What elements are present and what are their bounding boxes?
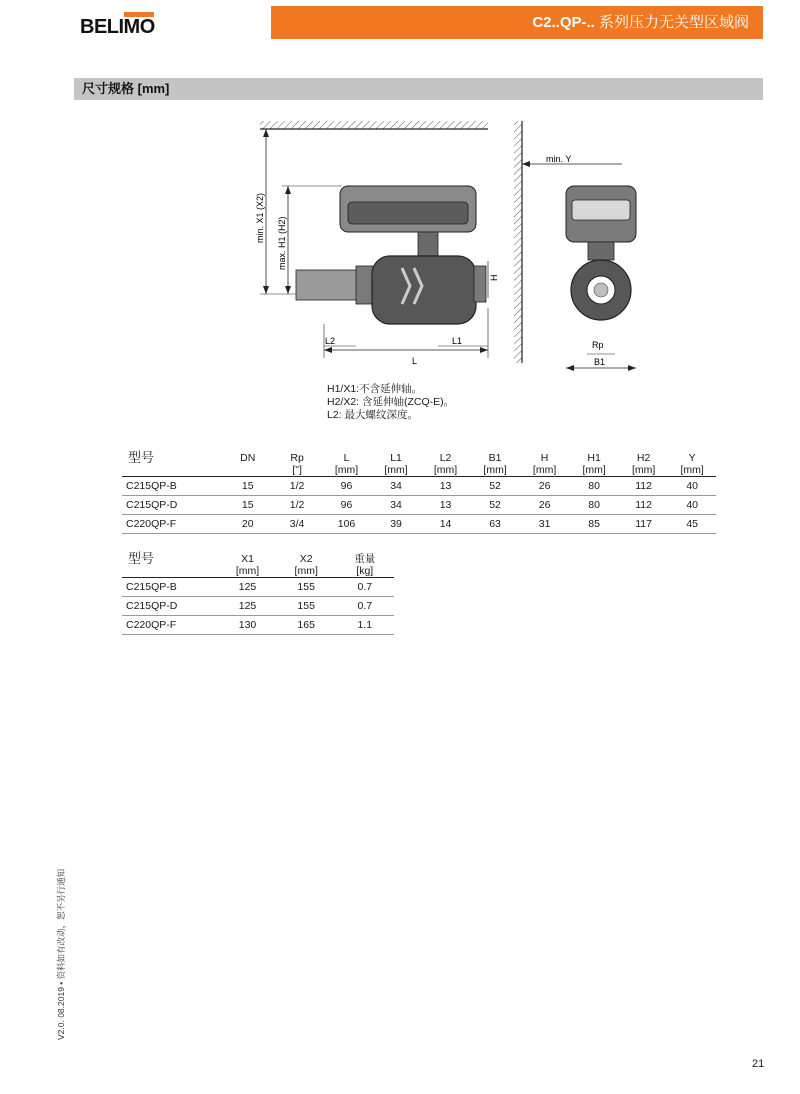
- table-cell: 165: [277, 616, 336, 635]
- table-cell: 13: [421, 477, 471, 496]
- table-cell: 112: [619, 477, 669, 496]
- table-cell: 31: [520, 515, 570, 534]
- drawing-notes: [327, 383, 454, 422]
- header-title-model: C2..QP-..: [532, 14, 595, 31]
- table-cell: 112: [619, 496, 669, 515]
- table-cell: 45: [668, 515, 716, 534]
- cell-model: C215QP-D: [122, 496, 223, 515]
- dim-label-l1: L1: [452, 336, 463, 346]
- column-header-h: [520, 452, 570, 477]
- column-header-model: 型号: [128, 551, 155, 566]
- column-header-l: [322, 452, 372, 477]
- table-cell: 0.7: [336, 578, 394, 597]
- note-line: L2: 最大螺纹深度。: [327, 409, 419, 421]
- table-row: [122, 597, 394, 616]
- column-unit: [mm]: [680, 464, 704, 476]
- column-header-l1: [371, 452, 421, 477]
- table-cell: 130: [218, 616, 277, 635]
- column-name: L2: [439, 452, 452, 464]
- table-cell: 106: [322, 515, 372, 534]
- table-cell: 26: [520, 477, 570, 496]
- column-header-weight: [336, 553, 394, 578]
- table-header-row: [122, 553, 394, 578]
- dim-label-rp: Rp: [592, 340, 604, 350]
- dim-label-max-h1: max. H1 (H2): [277, 216, 287, 270]
- column-unit: [kg]: [356, 565, 374, 577]
- table-cell: 1.1: [336, 616, 394, 635]
- column-header-h1: [569, 452, 619, 477]
- note-line: H1/X1:不含延伸轴。: [327, 383, 423, 395]
- table-cell: 39: [371, 515, 421, 534]
- header-title-desc: 系列压力无关型区域阀: [594, 14, 749, 31]
- column-header-dn: [223, 452, 272, 477]
- table-cell: 155: [277, 578, 336, 597]
- column-name: H2: [636, 452, 651, 464]
- table-row: [122, 496, 716, 515]
- table-cell: 96: [322, 477, 372, 496]
- table-cell: 117: [619, 515, 669, 534]
- table-cell: 63: [470, 515, 520, 534]
- page-header: [271, 6, 763, 39]
- table-cell: 13: [421, 496, 471, 515]
- column-unit: [mm]: [235, 565, 260, 577]
- table-cell: 80: [569, 477, 619, 496]
- column-name: DN: [240, 452, 256, 464]
- table-cell: 80: [569, 496, 619, 515]
- table-row: [122, 616, 394, 635]
- column-header-model: 型号: [128, 450, 155, 465]
- table-cell: 20: [223, 515, 272, 534]
- table-cell: 34: [371, 477, 421, 496]
- dim-label-min-x1: min. X1 (X2): [255, 192, 265, 243]
- table-cell: 0.7: [336, 597, 394, 616]
- table-row: [122, 578, 394, 597]
- table-cell: 155: [277, 597, 336, 616]
- column-unit: [mm]: [483, 464, 507, 476]
- table-cell: 14: [421, 515, 471, 534]
- dim-label-l2: L2: [325, 336, 336, 346]
- version-note: V2.0. 08.2019 • 资料如有改动，恕不另行通知: [56, 868, 66, 1040]
- column-name: Y: [688, 452, 696, 464]
- dimension-drawing: [252, 118, 642, 380]
- section-title: 尺寸规格 [mm]: [74, 78, 763, 100]
- table-cell: 15: [223, 496, 272, 515]
- table-cell: 125: [218, 597, 277, 616]
- cell-model: C220QP-F: [122, 515, 223, 534]
- table-cell: 1/2: [272, 496, 321, 515]
- column-unit: [mm]: [631, 464, 656, 476]
- dimensions-table: [122, 452, 716, 534]
- column-header-b1: [470, 452, 520, 477]
- column-header-y: [668, 452, 716, 477]
- column-name: X1: [241, 553, 254, 565]
- column-header-l2: [421, 452, 471, 477]
- cell-model: C215QP-B: [122, 477, 223, 496]
- column-name: B1: [488, 452, 502, 464]
- column-name: X2: [299, 553, 313, 565]
- column-unit: [mm]: [384, 464, 408, 476]
- belimo-logo: [80, 12, 160, 38]
- column-unit: [mm]: [433, 464, 458, 476]
- table-row: [122, 477, 716, 496]
- column-unit: [mm]: [294, 565, 318, 577]
- column-header-rp: [272, 452, 321, 477]
- table-cell: 52: [470, 477, 520, 496]
- table-cell: 3/4: [272, 515, 321, 534]
- column-name: H1: [587, 452, 601, 464]
- dim-label-b1: B1: [594, 357, 606, 367]
- page-number: 21: [752, 1058, 765, 1070]
- table-cell: 26: [520, 496, 570, 515]
- column-name: Rp: [290, 452, 304, 464]
- column-name: L1: [390, 452, 402, 464]
- table-cell: 40: [668, 477, 716, 496]
- table-cell: 34: [371, 496, 421, 515]
- side-view: [255, 121, 499, 366]
- weight-table: [122, 553, 394, 635]
- table-cell: 40: [668, 496, 716, 515]
- column-header-x2: [277, 553, 336, 578]
- cell-model: C215QP-B: [122, 578, 218, 597]
- column-name: 重量: [354, 553, 376, 565]
- column-unit: [mm]: [334, 464, 359, 476]
- dim-label-h: H: [489, 274, 499, 281]
- column-header-x1: [218, 553, 277, 578]
- front-view: [514, 121, 636, 371]
- table-row: [122, 515, 716, 534]
- table-header-row: [122, 452, 716, 477]
- table-cell: 1/2: [272, 477, 321, 496]
- note-line: H2/X2: 含延伸轴(ZCQ-E)。: [327, 396, 455, 408]
- cell-model: C215QP-D: [122, 597, 218, 616]
- column-name: L: [343, 452, 350, 464]
- table-cell: 85: [569, 515, 619, 534]
- column-unit: [mm]: [582, 464, 606, 476]
- dim-label-l: L: [412, 356, 418, 366]
- column-unit: ["]: [292, 464, 302, 476]
- dim-label-min-y: min. Y: [546, 154, 572, 164]
- cell-model: C220QP-F: [122, 616, 218, 635]
- table-cell: 52: [470, 496, 520, 515]
- column-header-h2: [619, 452, 669, 477]
- column-unit: [mm]: [532, 464, 557, 476]
- table-cell: 15: [223, 477, 272, 496]
- table-cell: 125: [218, 578, 277, 597]
- table-cell: 96: [322, 496, 372, 515]
- logo-text: BELIMO: [80, 16, 155, 38]
- column-name: H: [540, 452, 549, 464]
